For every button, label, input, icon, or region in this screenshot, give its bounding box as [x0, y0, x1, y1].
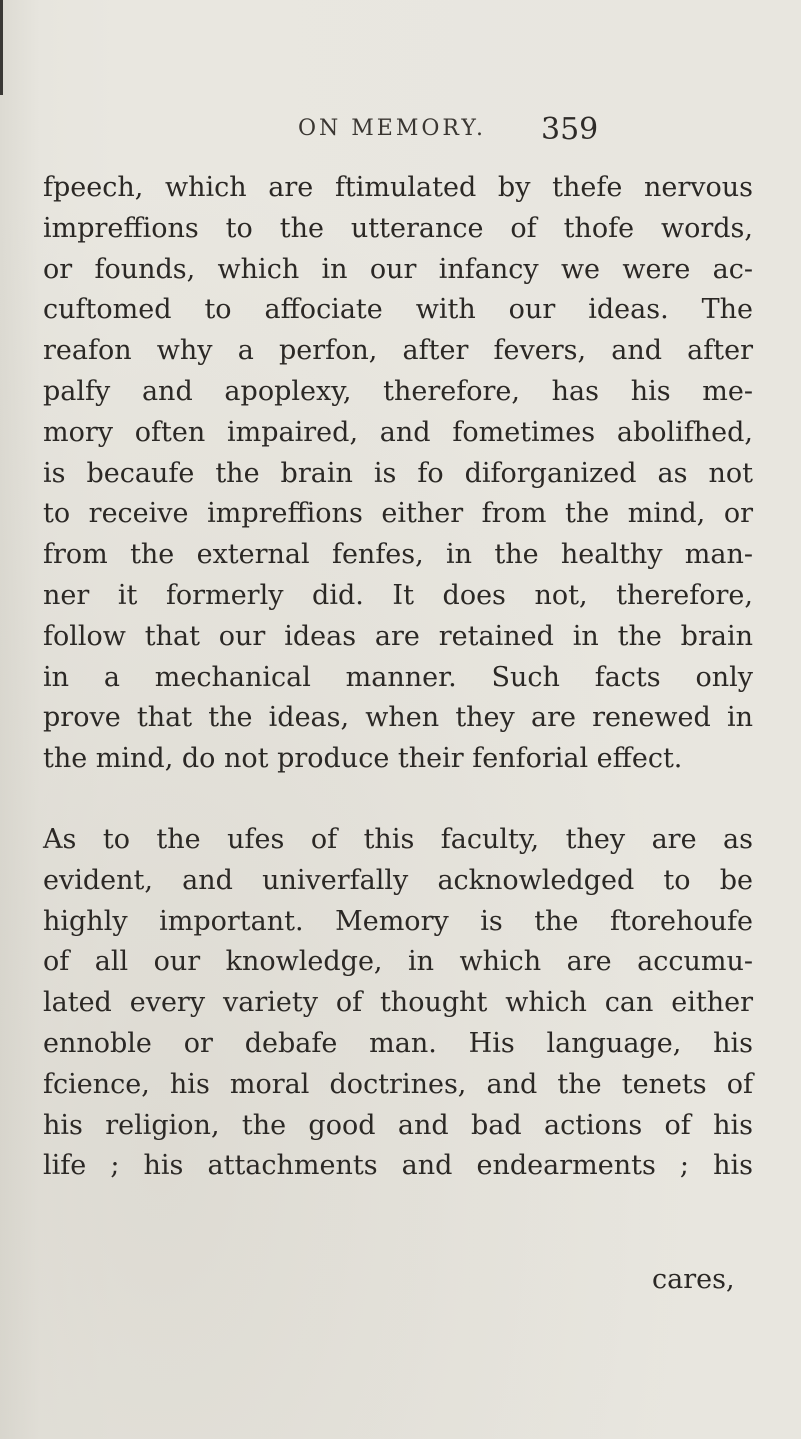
text-line: mory often impaired, and fometimes abolifhed,: [43, 416, 753, 448]
text-line: fpeech, which are ftimulated by thefe nervous: [43, 172, 753, 203]
text-line: his religion, the good and bad actions of his: [43, 1109, 753, 1141]
text-line: ner it formerly did. It does not, therefore,: [43, 579, 753, 611]
text-line: is becaufe the brain is fo diforganized as not: [43, 457, 753, 489]
text-line: lated every variety of thought which can either: [43, 987, 753, 1019]
text-line: palfy and apoplexy, therefore, has his me-: [43, 375, 753, 407]
text-line: highly important. Memory is the ftorehoufe: [43, 905, 753, 937]
text-line: life ; his attachments and endearments ; his: [43, 1150, 753, 1182]
text-line: in a mechanical manner. Such facts only: [43, 661, 753, 693]
text-line: impreffions to the utterance of thofe words,: [43, 212, 753, 244]
page-number: 359: [541, 112, 599, 147]
catchword: cares,: [652, 1264, 735, 1295]
paragraph-2: [43, 820, 753, 1187]
running-head: ON MEMORY.: [298, 116, 486, 141]
paragraph-1: [43, 168, 753, 780]
text-line: evident, and univerfally acknowledged to be: [43, 864, 753, 896]
body-text: [43, 168, 753, 1187]
text-line: reafon why a perfon, after fevers, and after: [43, 335, 753, 367]
text-line: of all our knowledge, in which are accumu-: [43, 946, 753, 978]
text-line: cuftomed to affociate with our ideas. The: [43, 294, 753, 326]
text-line: fcience, his moral doctrines, and the tenets of: [43, 1068, 753, 1100]
text-line: the mind, do not produce their fenforial effect.: [43, 743, 683, 775]
text-line: to receive impreffions either from the mind, or: [43, 498, 753, 530]
text-line: from the external fenfes, in the healthy man-: [43, 539, 753, 571]
text-line: ennoble or debafe man. His language, his: [43, 1027, 753, 1059]
text-line: or founds, which in our infancy we were ac-: [43, 253, 753, 285]
text-line: follow that our ideas are retained in the brain: [43, 620, 753, 652]
text-line: prove that the ideas, when they are renewed in: [43, 702, 753, 734]
page-header: [0, 112, 801, 152]
text-line: As to the ufes of this faculty, they are as: [43, 823, 753, 855]
gutter-edge: [0, 0, 3, 95]
